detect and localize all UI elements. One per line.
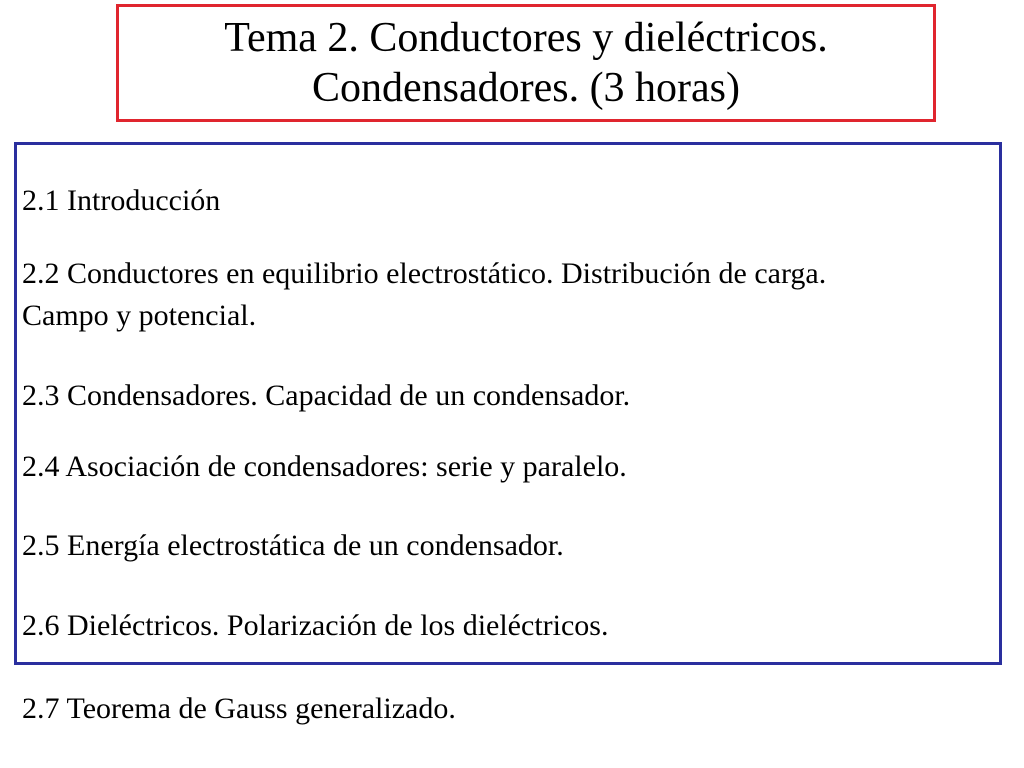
topic-2-3: 2.3 Condensadores. Capacidad de un condensador. bbox=[22, 379, 631, 412]
topic-2-2 bbox=[22, 253, 982, 337]
topic-2-6: 2.6 Dieléctricos. Polarización de los dieléctricos. bbox=[22, 609, 609, 642]
slide-title-line-1: Tema 2. Conductores y dieléctricos. bbox=[224, 15, 828, 61]
slide-title-box bbox=[116, 4, 936, 122]
topic-2-2-line-2: Campo y potencial. bbox=[22, 299, 257, 332]
topic-2-1: 2.1 Introducción bbox=[22, 184, 221, 217]
topic-2-4: 2.4 Asociación de condensadores: serie y paralelo. bbox=[22, 450, 627, 483]
slide-title-line-2: Condensadores. (3 horas) bbox=[311, 65, 741, 111]
slide-title bbox=[224, 13, 828, 113]
topic-2-2-line-1: 2.2 Conductores en equilibrio electrostático. Distribución de carga. bbox=[22, 257, 827, 290]
topic-2-5: 2.5 Energía electrostática de un condensador. bbox=[22, 529, 564, 562]
topic-2-7: 2.7 Teorema de Gauss generalizado. bbox=[22, 692, 456, 725]
